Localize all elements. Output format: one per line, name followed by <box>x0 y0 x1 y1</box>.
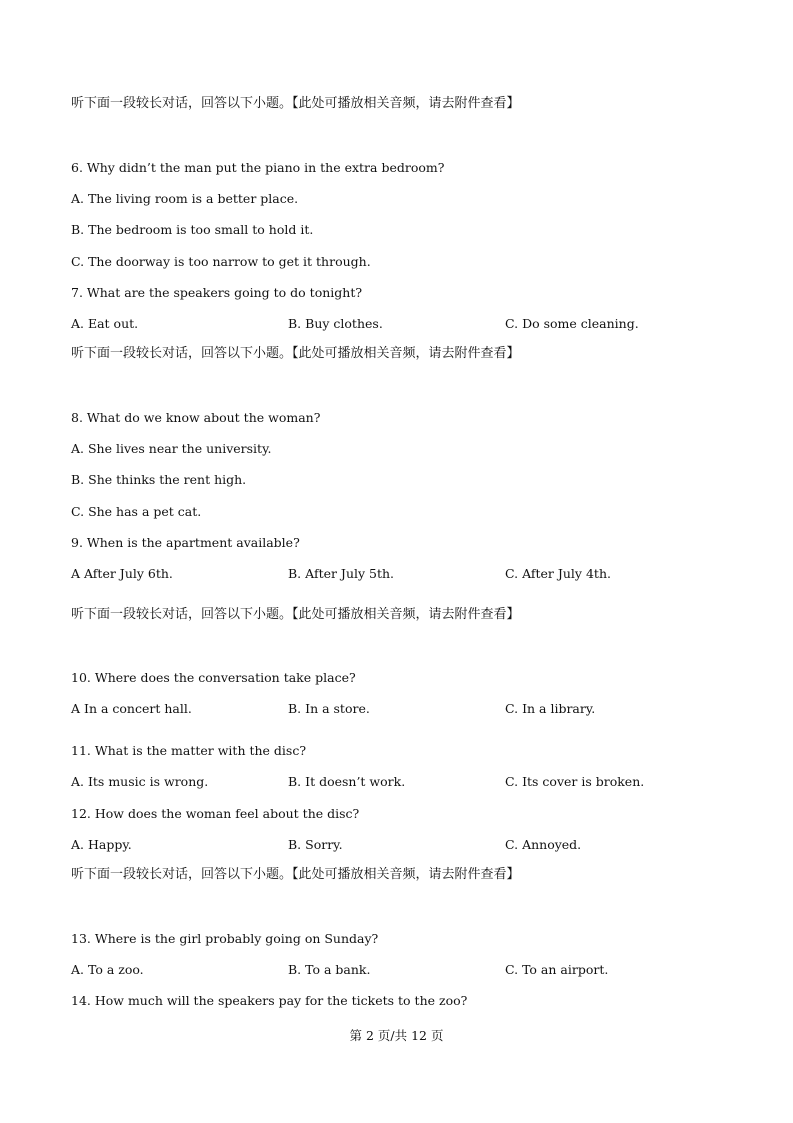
q9-option-b: B. After July 5th. <box>288 566 395 581</box>
q8-option-b: B. She thinks the rent high. <box>71 472 247 487</box>
page-number: 第 2 页/共 12 页 <box>349 1028 444 1043</box>
q13-option-c: C. To an airport. <box>505 962 609 977</box>
question-13: 13. Where is the girl probably going on Sunday? <box>71 931 379 946</box>
question-7: 7. What are the speakers going to do tonight? <box>71 285 363 300</box>
q8-option-c: C. She has a pet cat. <box>71 504 202 519</box>
q11-option-a: A. Its music is wrong. <box>71 774 209 789</box>
q10-option-c: C. In a library. <box>505 701 596 716</box>
question-11: 11. What is the matter with the disc? <box>71 743 307 758</box>
q9-option-c: C. After July 4th. <box>505 566 611 581</box>
q11-option-c: C. Its cover is broken. <box>505 774 645 789</box>
q7-option-c: C. Do some cleaning. <box>505 316 639 331</box>
question-6: 6. Why didn’t the man put the piano in the extra bedroom? <box>71 160 445 175</box>
question-14: 14. How much will the speakers pay for the tickets to the zoo? <box>71 993 468 1008</box>
q12-option-c: C. Annoyed. <box>505 837 582 852</box>
q13-option-a: A. To a zoo. <box>71 962 144 977</box>
q10-option-a: A In a concert hall. <box>71 701 192 716</box>
instruction-text: 听下面一段较长对话，回答以下小题。【此处可播放相关音频，请去附件查看】 <box>71 346 520 361</box>
instruction-text: 听下面一段较长对话，回答以下小题。【此处可播放相关音频，请去附件查看】 <box>71 96 520 111</box>
q9-option-a: A After July 6th. <box>71 566 173 581</box>
q12-option-b: B. Sorry. <box>288 837 343 852</box>
question-10: 10. Where does the conversation take place? <box>71 670 356 685</box>
q6-option-c: C. The doorway is too narrow to get it through. <box>71 254 371 269</box>
q7-option-b: B. Buy clothes. <box>288 316 383 331</box>
question-12: 12. How does the woman feel about the disc? <box>71 806 360 821</box>
q13-option-b: B. To a bank. <box>288 962 371 977</box>
question-8: 8. What do we know about the woman? <box>71 410 321 425</box>
instruction-text: 听下面一段较长对话，回答以下小题。【此处可播放相关音频，请去附件查看】 <box>71 607 520 622</box>
q10-option-b: B. In a store. <box>288 701 370 716</box>
q8-option-a: A. She lives near the university. <box>71 441 272 456</box>
instruction-text: 听下面一段较长对话，回答以下小题。【此处可播放相关音频，请去附件查看】 <box>71 867 520 882</box>
q7-option-a: A. Eat out. <box>71 316 139 331</box>
q6-option-b: B. The bedroom is too small to hold it. <box>71 222 314 237</box>
q6-option-a: A. The living room is a better place. <box>71 191 299 206</box>
question-9: 9. When is the apartment available? <box>71 535 300 550</box>
q12-option-a: A. Happy. <box>71 837 132 852</box>
q11-option-b: B. It doesn’t work. <box>288 774 406 789</box>
